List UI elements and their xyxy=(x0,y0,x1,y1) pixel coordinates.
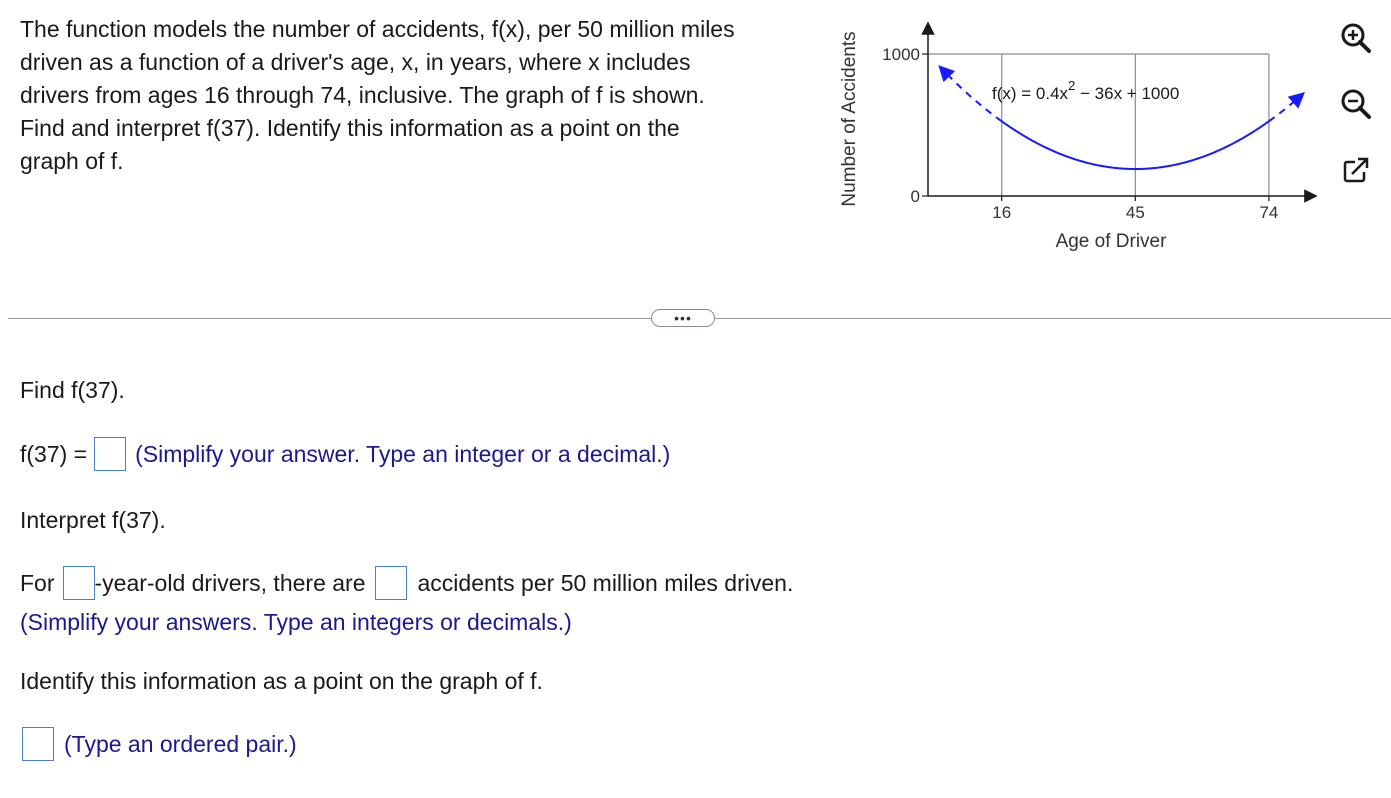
function-label-exponent: 2 xyxy=(1068,78,1076,93)
zoom-out-icon[interactable] xyxy=(1338,86,1374,122)
problem-line: drivers from ages 16 through 74, inclusive. The graph of f is shown. xyxy=(20,82,705,108)
q1-prompt: Find f(37). xyxy=(20,377,125,403)
q3-answer-row xyxy=(20,727,297,761)
y-tick-label: 0 xyxy=(910,187,920,206)
age-input[interactable] xyxy=(63,566,95,600)
zoom-in-icon[interactable] xyxy=(1338,20,1374,56)
f37-input[interactable] xyxy=(94,437,126,471)
problem-statement xyxy=(20,13,840,178)
curve-right-extension xyxy=(1269,94,1303,121)
x-tick-label: 16 xyxy=(992,203,1012,222)
y-tick-label: 1000 xyxy=(882,45,920,64)
x-tick-label: 74 xyxy=(1259,203,1279,222)
problem-line: driven as a function of a driver's age, x, in years, where x includes xyxy=(20,49,691,75)
problem-line: The function models the number of accidents, f(x), per 50 million miles xyxy=(20,16,735,42)
function-label-main: f(x) = 0.4x xyxy=(992,84,1069,103)
popout-icon[interactable] xyxy=(1338,152,1374,188)
q3-prompt: Identify this information as a point on the graph of f. xyxy=(20,668,543,694)
more-button[interactable]: ••• xyxy=(651,309,715,327)
q2-middle-text: -year-old drivers, there are xyxy=(94,570,366,596)
problem-line: graph of f. xyxy=(20,148,124,174)
grid-lines xyxy=(928,54,1269,196)
x-axis-label: Age of Driver xyxy=(1055,231,1167,252)
accidents-input[interactable] xyxy=(375,566,407,600)
ordered-pair-input[interactable] xyxy=(22,727,54,761)
function-label-rest: − 36x + 1000 xyxy=(1075,84,1180,103)
axes xyxy=(922,24,1315,201)
q2-hint: (Simplify your answers. Type an integers or decimals.) xyxy=(20,609,572,635)
q1-lhs: f(37) = xyxy=(20,441,88,467)
accidents-graph xyxy=(828,14,1328,264)
problem-line: Find and interpret f(37). Identify this information as a point on the xyxy=(20,115,680,141)
q2-answer-row xyxy=(20,566,793,600)
function-label xyxy=(992,78,1179,103)
x-tick-label: 45 xyxy=(1125,203,1145,222)
q2-for-text: For xyxy=(20,570,55,596)
graph-tools xyxy=(1338,20,1378,218)
q1-answer-row xyxy=(20,437,670,471)
q2-prompt: Interpret f(37). xyxy=(20,507,166,533)
q2-end-text: accidents per 50 million miles driven. xyxy=(417,570,794,596)
q3-hint: (Type an ordered pair.) xyxy=(64,731,297,757)
q1-hint: (Simplify your answer. Type an integer or a decimal.) xyxy=(135,441,671,467)
curve-layer xyxy=(940,67,1302,169)
y-axis-label: Number of Accidents xyxy=(839,31,860,207)
